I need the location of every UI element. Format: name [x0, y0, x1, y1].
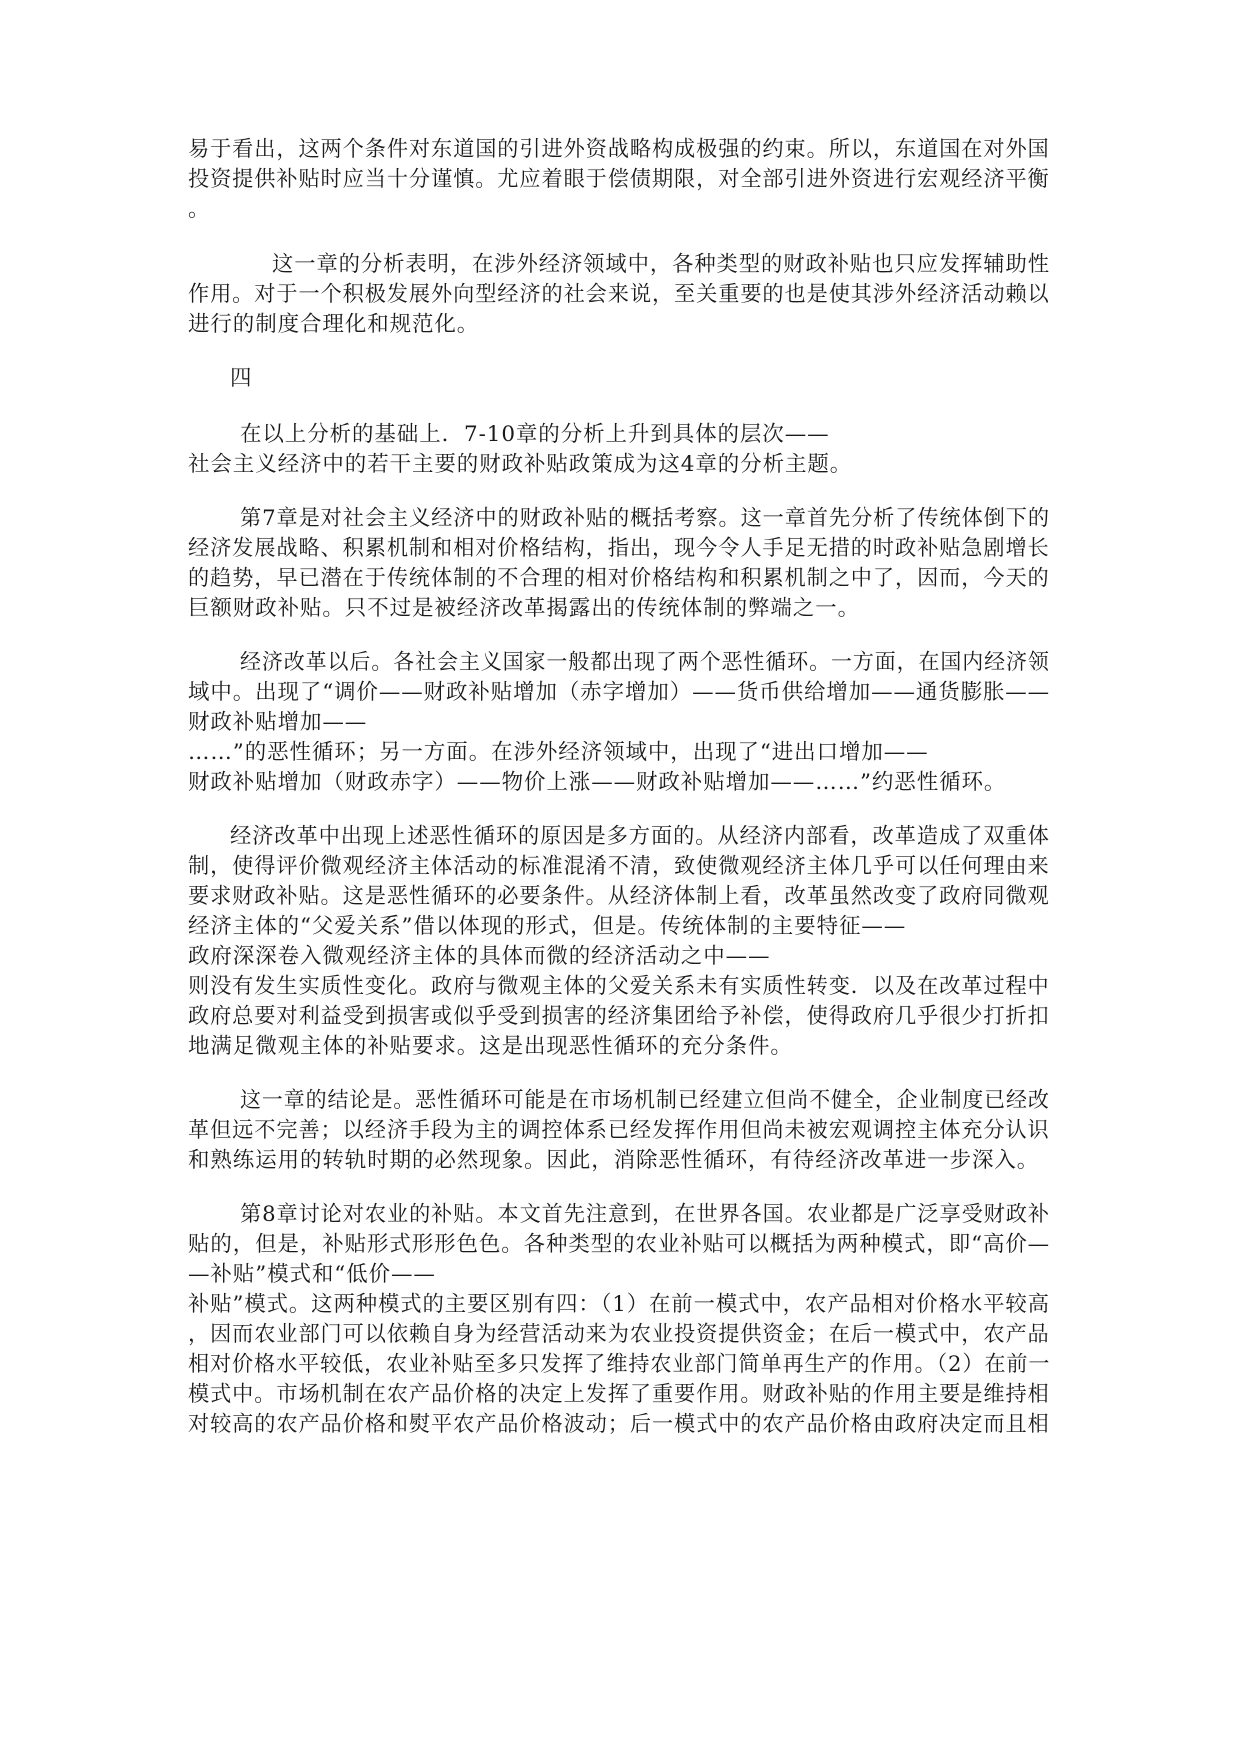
text-line: 社会主义经济中的若干主要的财政补贴政策成为这4章的分析主题。: [188, 452, 853, 477]
text-line: 财政补贴增加——: [188, 710, 368, 735]
text-line: 制，使得评价微观经济主体活动的标准混淆不清，致使微观经济主体几乎可以任何理由来: [188, 854, 1050, 879]
text-line: 经济改革中出现上述恶性循环的原因是多方面的。从经济内部看，改革造成了双重体: [230, 824, 1050, 849]
text-line: 第8章讨论对农业的补贴。本文首先注意到，在世界各国。农业都是广泛享受财政补: [240, 1202, 1050, 1227]
text-line: ……”的恶性循环；另一方面。在涉外经济领域中，出现了“进出口增加——: [188, 740, 929, 765]
text-line: 革但远不完善；以经济手段为主的调控体系已经发挥作用但尚未被宏观调控主体充分认识: [188, 1118, 1050, 1143]
text-line: 。: [188, 197, 211, 222]
text-line: 模式中。市场机制在农产品价格的决定上发挥了重要作用。财政补贴的作用主要是维持相: [188, 1382, 1050, 1407]
text-line: 财政补贴增加（财政赤字）——物价上涨——财政补贴增加——……”约恶性循环。: [188, 770, 1007, 795]
text-line: 易于看出，这两个条件对东道国的引进外资战略构成极强的约束。所以，东道国在对外国: [188, 137, 1050, 162]
text-line: 则没有发生实质性变化。政府与微观主体的父爱关系未有实质性转变．以及在改革过程中: [188, 974, 1050, 999]
text-line: 作用。对于一个积极发展外向型经济的社会来说，至关重要的也是使其涉外经济活动赖以: [188, 282, 1050, 307]
text-line: 相对价格水平较低，农业补贴至多只发挥了维持农业部门简单再生产的作用。（2）在前一: [188, 1352, 1051, 1377]
section-heading: 四: [230, 366, 253, 391]
text-line: —补贴”模式和“低价——: [188, 1262, 436, 1287]
text-line: 在以上分析的基础上．7-10章的分析上升到具体的层次——: [240, 422, 830, 447]
text-line: 这一章的分析表明，在涉外经济领域中，各种类型的财政补贴也只应发挥辅助性: [272, 252, 1050, 277]
text-line: 补贴”模式。这两种模式的主要区别有四：（1）在前一模式中，农产品相对价格水平较高: [188, 1292, 1050, 1317]
text-line: 地满足微观主体的补贴要求。这是出现恶性循环的充分条件。: [188, 1034, 793, 1059]
text-line: 的趋势，早已潜在于传统体制的不合理的相对价格结构和积累机制之中了，因而，今天的: [188, 566, 1050, 591]
text-line: 政府总要对利益受到损害或似乎受到损害的经济集团给予补偿，使得政府几乎很少打折扣: [188, 1004, 1050, 1029]
text-line: ，因而农业部门可以依赖自身为经营活动来为农业投资提供资金；在后一模式中，农产品: [188, 1322, 1050, 1347]
text-line: 对较高的农产品价格和熨平农产品价格波动；后一模式中的农产品价格由政府决定而且相: [188, 1412, 1050, 1437]
text-line: 巨额财政补贴。只不过是被经济改革揭露出的传统体制的弊端之一。: [188, 596, 861, 621]
text-line: 域中。出现了“调价——财政补贴增加（赤字增加）——货币供给增加——通货膨胀——: [188, 680, 1051, 705]
text-line: 要求财政补贴。这是恶性循环的必要条件。从经济体制上看，改革虽然改变了政府同微观: [188, 884, 1050, 909]
text-line: 经济主体的“父爱关系”借以体现的形式，但是。传统体制的主要特征——: [188, 914, 907, 939]
text-line: 和熟练运用的转轨时期的必然现象。因此，消除恶性循环，有待经济改革进一步深入。: [188, 1148, 1040, 1173]
text-line: 经济改革以后。各社会主义国家一般都出现了两个恶性循环。一方面，在国内经济领: [240, 650, 1050, 675]
text-line: 第7章是对社会主义经济中的财政补贴的概括考察。这一章首先分析了传统体倒下的: [240, 506, 1050, 531]
text-line: 进行的制度合理化和规范化。: [188, 312, 480, 337]
text-line: 经济发展战略、积累机制和相对价格结构，指出，现今令人手足无措的时政补贴急剧增长: [188, 536, 1050, 561]
text-line: 政府深深卷入微观经济主体的具体而微的经济活动之中——: [188, 944, 771, 969]
text-line: 贴的，但是，补贴形式形形色色。各种类型的农业补贴可以概括为两种模式，即“高价—: [188, 1232, 1051, 1257]
text-line: 这一章的结论是。恶性循环可能是在市场机制已经建立但尚不健全，企业制度已经改: [240, 1088, 1050, 1113]
text-line: 投资提供补贴时应当十分谨慎。尤应着眼于偿债期限，对全部引进外资进行宏观经济平衡: [188, 167, 1050, 192]
